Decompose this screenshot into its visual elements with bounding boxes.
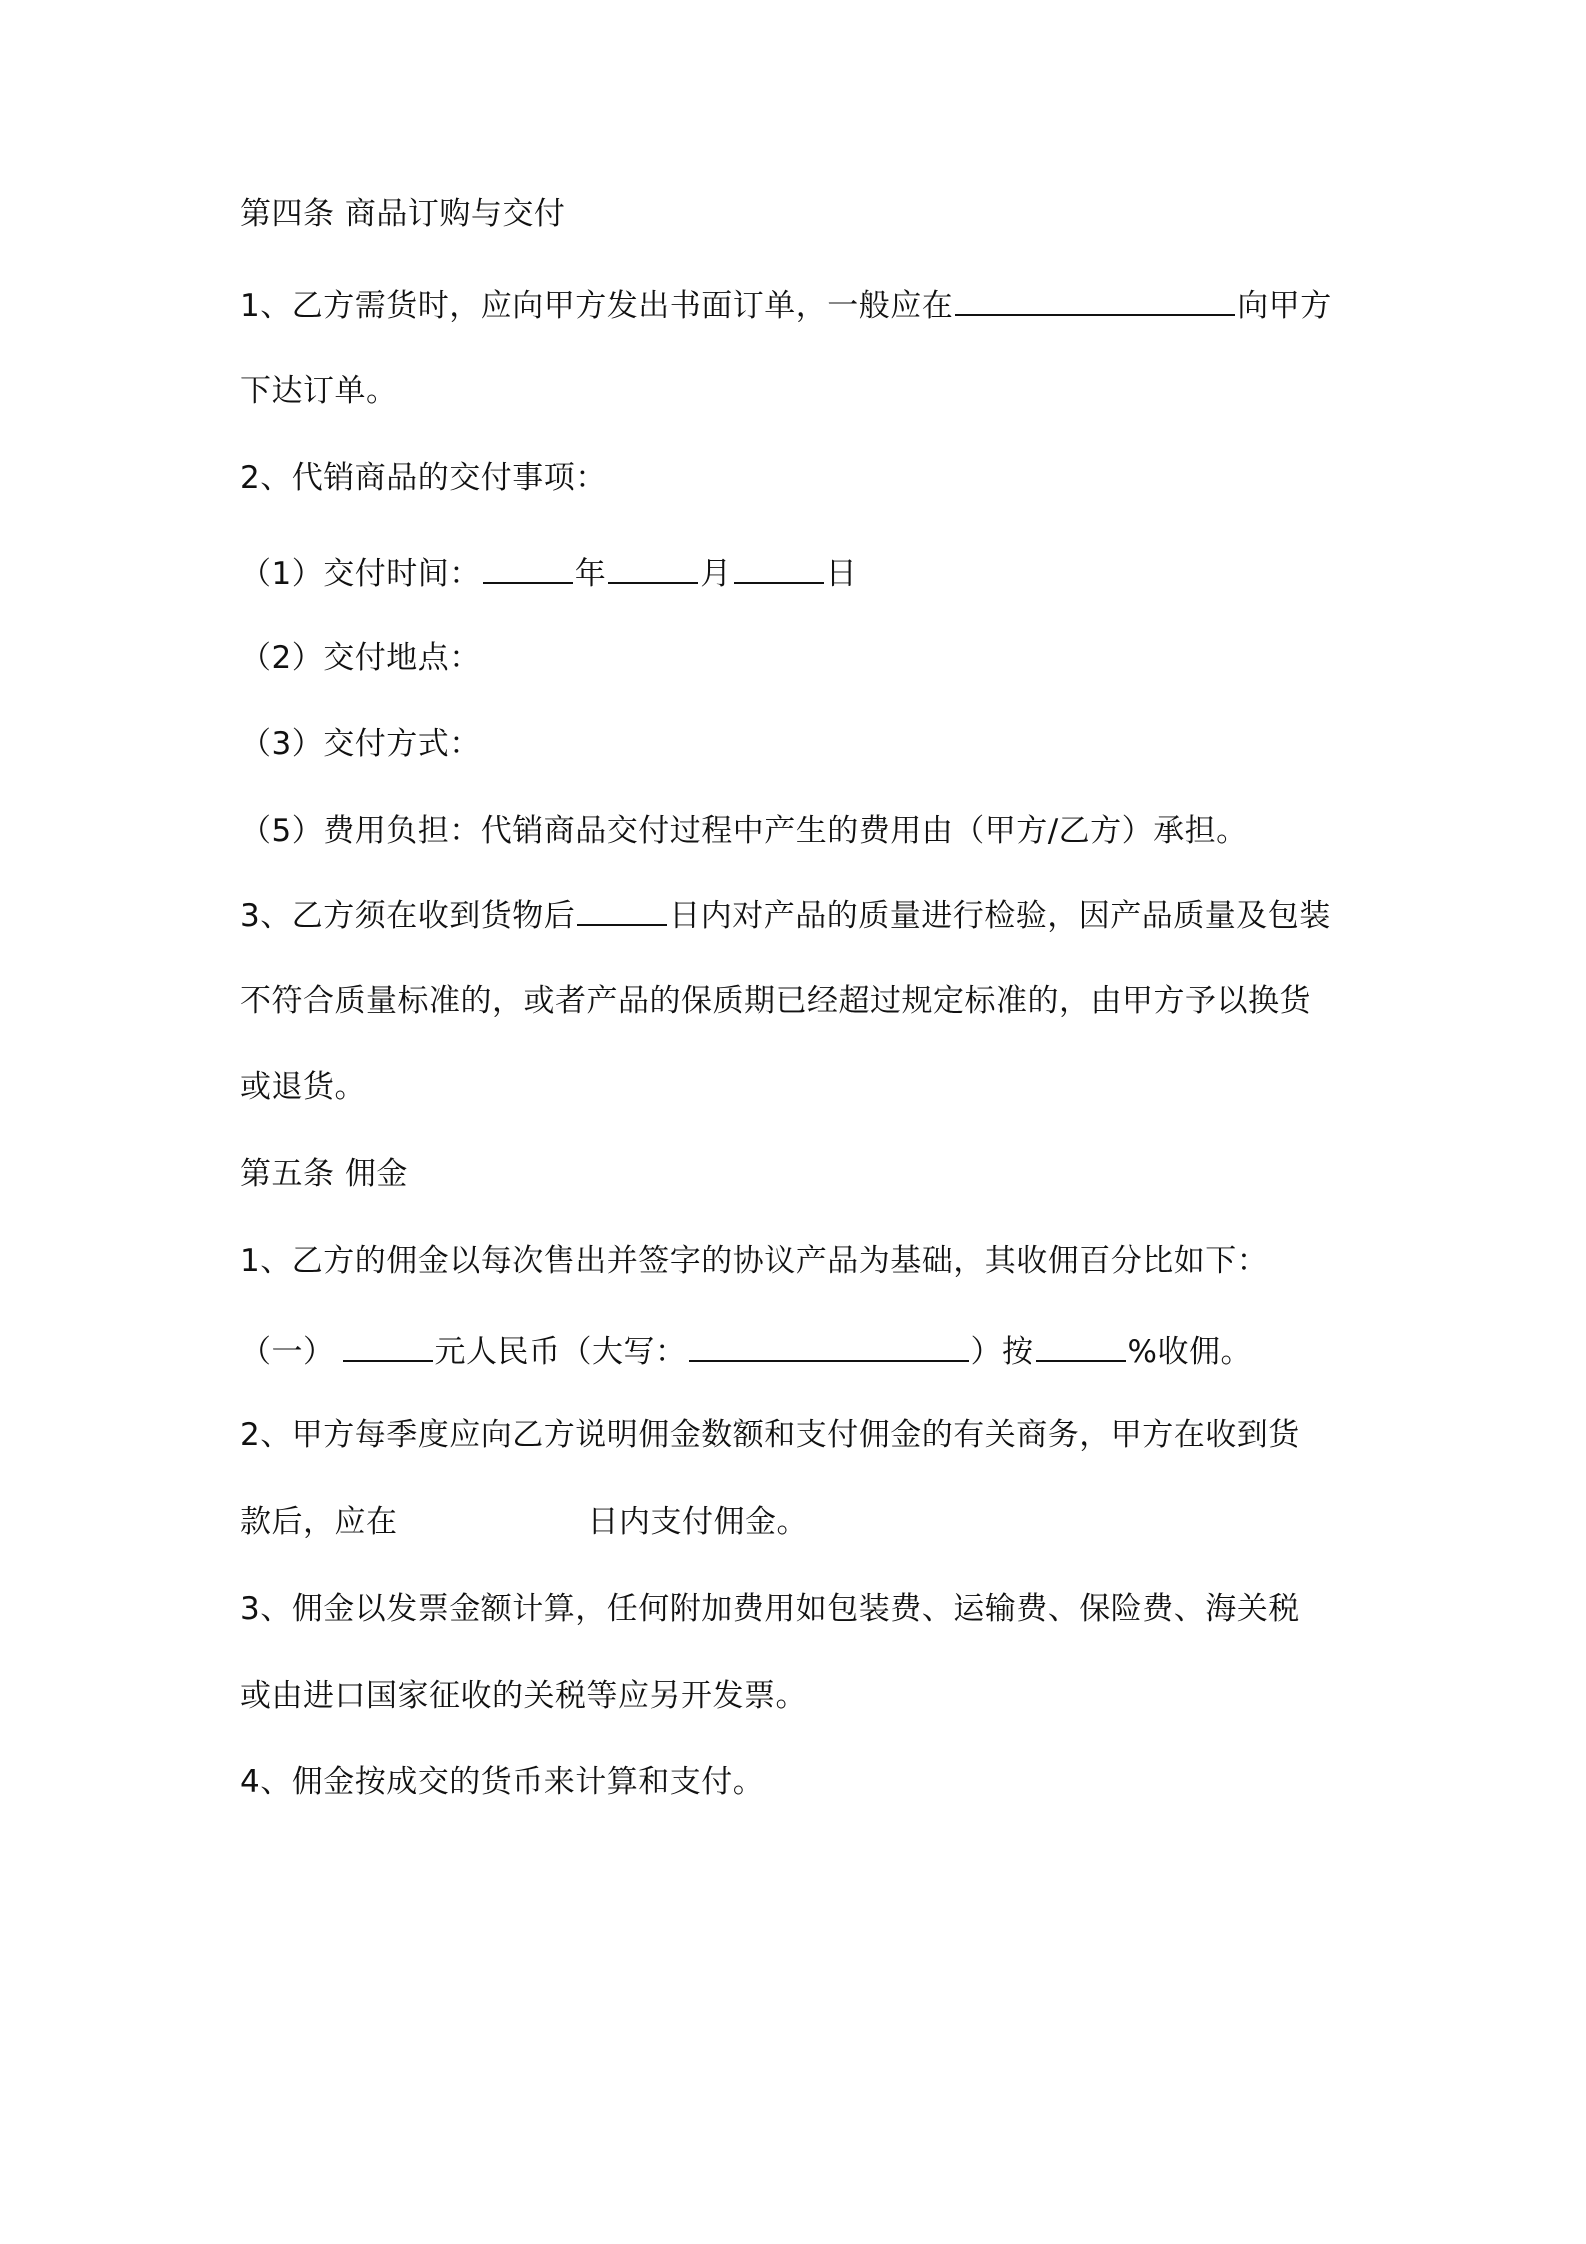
article-5-item-1-text: 1、乙方的佣金以每次售出并签字的协议产品为基础，其收佣百分比如下： xyxy=(240,1243,1269,1279)
article-4-item-3-text-a: 3、乙方须在收到货物后 xyxy=(240,898,576,934)
commission-close-text: ）按 xyxy=(970,1334,1034,1370)
commission-amount-blank xyxy=(343,1330,433,1362)
article-4-heading xyxy=(240,194,565,234)
delivery-time-label: （1）交付时间： xyxy=(240,556,481,592)
commission-rate-line xyxy=(240,1330,1252,1372)
article-4-item-1-text-a: 1、乙方需货时，应向甲方发出书面订单，一般应在 xyxy=(240,288,954,324)
order-lead-time-blank xyxy=(955,284,1235,316)
article-4-item-2-title-text: 2、代销商品的交付事项： xyxy=(240,460,607,496)
article-5-item-2-text-c: 日内支付佣金。 xyxy=(587,1504,808,1540)
article-4-item-3-line-3 xyxy=(240,1067,366,1107)
commission-rmb-text: 元人民币（大写： xyxy=(434,1334,687,1370)
article-5-item-3-text-b: 或由进口国家征收的关税等应另开发票。 xyxy=(240,1678,807,1714)
article-4-item-1-text-b: 向甲方 xyxy=(1237,288,1332,324)
article-4-item-1-line-1 xyxy=(240,284,1332,326)
article-5-item-3-line-2 xyxy=(240,1676,807,1716)
year-label: 年 xyxy=(574,556,607,592)
delivery-month-blank xyxy=(608,552,698,584)
article-4-item-3-text-c: 不符合质量标准的，或者产品的保质期已经超过规定标准的，由甲方予以换货 xyxy=(240,983,1311,1019)
delivery-place-line xyxy=(240,638,481,678)
article-5-item-1-line xyxy=(240,1241,1268,1281)
article-4-heading-text: 第四条 商品订购与交付 xyxy=(240,196,566,232)
delivery-cost-line xyxy=(240,811,1248,851)
commission-amount-words-blank xyxy=(689,1330,969,1362)
delivery-method-label: （3）交付方式： xyxy=(240,726,481,762)
commission-percent-blank xyxy=(1036,1330,1126,1362)
day-label: 日 xyxy=(825,556,858,592)
article-5-item-2-text-a: 2、甲方每季度应向乙方说明佣金数额和支付佣金的有关商务，甲方在收到货 xyxy=(240,1417,1300,1453)
article-4-item-1-line-2 xyxy=(240,371,398,411)
delivery-method-line xyxy=(240,724,481,764)
commission-sub-open: （一） xyxy=(240,1334,335,1370)
article-4-item-1-text-c: 下达订单。 xyxy=(240,373,398,409)
article-5-heading xyxy=(240,1154,408,1194)
article-4-item-3-line-2 xyxy=(240,981,1311,1021)
article-4-item-3-line-1 xyxy=(240,894,1331,936)
article-5-item-3-text-a: 3、佣金以发票金额计算，任何附加费用如包装费、运输费、保险费、海关税 xyxy=(240,1591,1300,1627)
delivery-day-blank xyxy=(734,552,824,584)
inspection-days-blank xyxy=(577,894,667,926)
article-5-item-4-text: 4、佣金按成交的货币来计算和支付。 xyxy=(240,1764,765,1800)
month-label: 月 xyxy=(700,556,732,592)
article-4-item-2-title xyxy=(240,458,607,498)
article-5-item-2-line-1 xyxy=(240,1415,1300,1455)
delivery-time-line xyxy=(240,552,857,594)
article-5-item-4-line xyxy=(240,1762,764,1802)
article-4-item-3-text-d: 或退货。 xyxy=(240,1069,366,1105)
delivery-place-label: （2）交付地点： xyxy=(240,640,481,676)
article-4-item-3-text-b: 日内对产品的质量进行检验，因产品质量及包装 xyxy=(669,898,1331,934)
article-5-item-2-text-b: 款后，应在 xyxy=(240,1504,398,1540)
article-5-heading-text: 第五条 佣金 xyxy=(240,1156,408,1192)
article-5-item-2-line-2 xyxy=(240,1502,808,1542)
delivery-cost-text: （5）费用负担：代销商品交付过程中产生的费用由（甲方/乙方）承担。 xyxy=(240,813,1248,849)
delivery-year-blank xyxy=(483,552,573,584)
commission-percent-text: %收佣。 xyxy=(1127,1334,1252,1370)
article-5-item-3-line-1 xyxy=(240,1589,1300,1629)
